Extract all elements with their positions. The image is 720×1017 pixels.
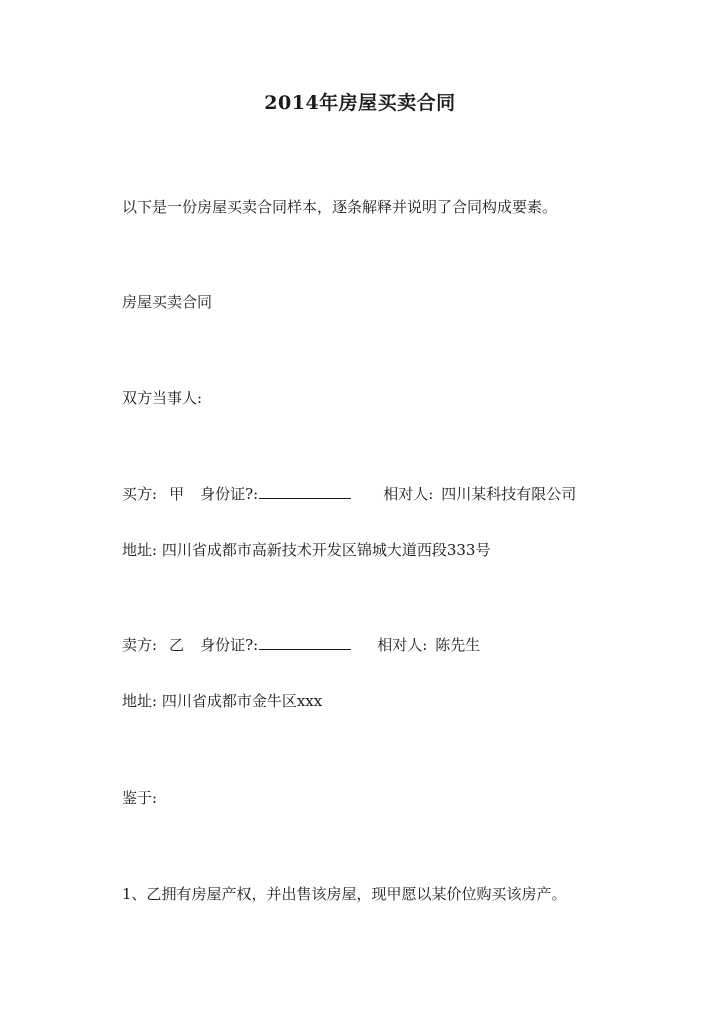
seller-row	[122, 635, 480, 655]
seller-contact-label: 相对人:	[377, 636, 428, 654]
seller-contact-value: 陈先生	[435, 636, 481, 654]
seller-id-label: 身份证?:	[200, 636, 259, 654]
buyer-address: 地址: 四川省成都市高新技术开发区锦城大道西段333号	[122, 541, 491, 559]
buyer-contact-value: 四川某科技有限公司	[441, 485, 577, 503]
seller-role-label: 卖方:	[122, 636, 158, 654]
seller-id-blank	[259, 635, 351, 650]
whereas-heading: 鉴于:	[122, 789, 158, 807]
buyer-id-blank	[259, 484, 351, 499]
intro-paragraph: 以下是一份房屋买卖合同样本，逐条解释并说明了合同构成要素。	[122, 198, 558, 216]
contract-subtitle: 房屋买卖合同	[122, 293, 213, 311]
seller-party-name: 乙	[169, 636, 185, 654]
document-title: 2014年房屋买卖合同	[264, 92, 456, 114]
buyer-id-label: 身份证?:	[200, 485, 259, 503]
buyer-row	[122, 484, 576, 504]
buyer-contact-label: 相对人:	[383, 485, 434, 503]
parties-heading: 双方当事人:	[122, 389, 203, 407]
seller-address: 地址: 四川省成都市金牛区xxx	[122, 692, 323, 710]
buyer-party-name: 甲	[169, 485, 185, 503]
clause-1: 1、乙拥有房屋产权，并出售该房屋，现甲愿以某价位购买该房产。	[122, 885, 567, 903]
buyer-role-label: 买方:	[122, 485, 158, 503]
